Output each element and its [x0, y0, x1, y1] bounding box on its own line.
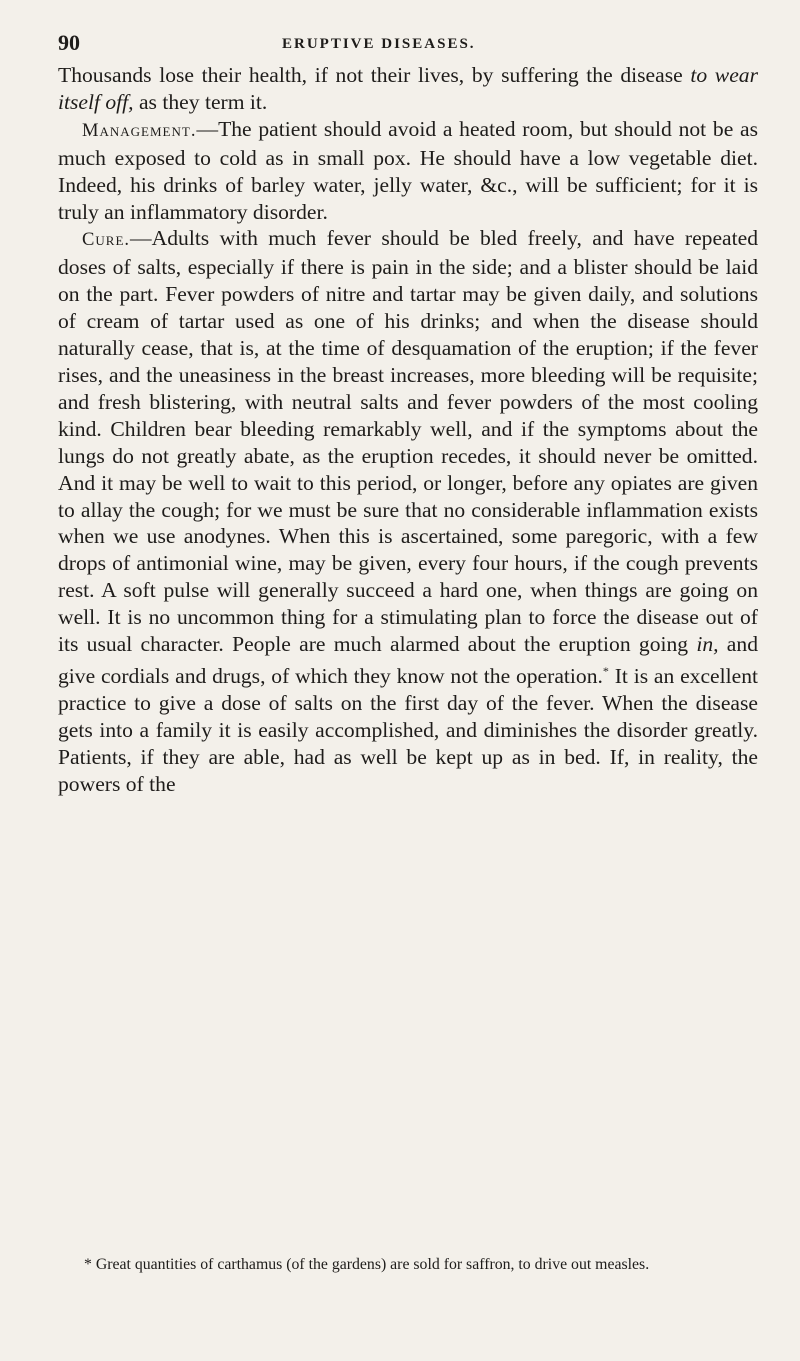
management-heading: Management.	[82, 119, 197, 141]
cure-paragraph	[58, 225, 758, 797]
cure-text-end: It is an excellent practice to give a dose of salts on the first day of the fever. When the disease gets into a family it is easily accomplished, and diminishes the disorder greatly. Patients, if they are able, had as well be kept up as in bed. If, in reality, the powers of the	[58, 664, 758, 796]
footnote-text: * Great quantities of carthamus (of the gardens) are sold for saffron, to drive out measles.	[84, 1256, 650, 1273]
body-text	[58, 62, 758, 798]
intro-italic-phrase: to wear itself off,	[58, 63, 758, 114]
running-title: ERUPTIVE DISEASES.	[282, 36, 476, 52]
page-header	[58, 30, 758, 58]
page-number: 90	[58, 30, 80, 55]
cure-heading: Cure.	[82, 229, 131, 251]
cure-text: —Adults with much fever should be bled freely, and have repeated doses of salts, especially if there is pain in the side; and a blister should be laid on the part. Fever powders of nitre and tartar may be given daily, and solutions of cream of tartar used as one of his drinks; and when the disease should naturally cease, that is, at the time of desquamation of the eruption; if the fever rises, and the uneasiness in the breast increases, more bleeding will be requisite; and fresh blistering, with neutral salts and fever powders of the most cooling kind. Children bear bleeding remarkably well, and if the symptoms about the lungs do not greatly abate, as the eruption recedes, it should never be omitted. And it may be well to wait to this period, or longer, before any opiates are given to allay the cough; for we must be sure that no considerable inflammation exists when we use anodynes. When this is ascertained, some paregoric, with a few drops of antimonial wine, may be given, every four hours, if the cough prevents rest. A soft pulse will generally succeed a hard one, when things are going on well. It is no uncommon thing for a stimulating plan to force the disease out of its usual character. People are much alarmed about the eruption going	[58, 226, 758, 657]
management-text: —The patient should avoid a heated room, but should not be as much exposed to cold as in small pox. He should have a low vegetable diet. Indeed, his drinks of barley water, jelly water, &c., will be sufficient; for it is truly an inflammatory disorder.	[58, 116, 758, 224]
intro-paragraph	[58, 62, 758, 116]
cure-italic-word: in,	[696, 632, 719, 657]
management-paragraph	[58, 116, 758, 226]
footnote	[58, 1255, 758, 1275]
cure-text-middle: and give cordials and drugs, of which they know not the operation.	[58, 632, 758, 689]
footnote-marker[interactable]: *	[602, 663, 609, 678]
intro-text-end: as they term it.	[133, 89, 268, 114]
intro-text: Thousands lose their health, if not their lives, by suffering the disease	[58, 63, 691, 87]
